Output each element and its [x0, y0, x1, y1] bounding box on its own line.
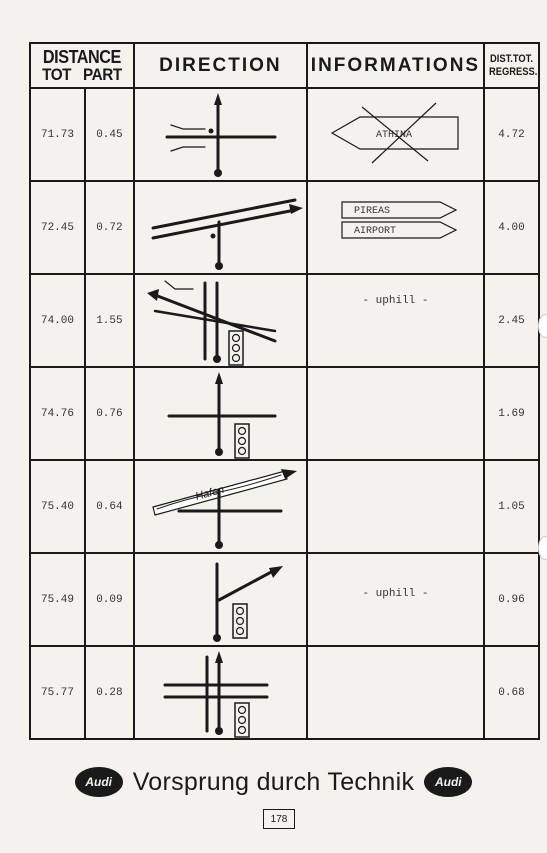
regress-label-2: REGRESS. — [488, 65, 538, 78]
info-cell — [307, 646, 484, 739]
tot-label: TOT — [42, 64, 72, 84]
table-row — [30, 274, 539, 367]
logo-text: Audi — [434, 775, 462, 789]
info-cell — [307, 181, 484, 274]
punch-hole — [538, 536, 547, 560]
footer-banner — [0, 758, 547, 806]
sign-athina-label: ATHINA — [375, 130, 412, 141]
info-cell — [307, 553, 484, 646]
punch-hole — [538, 314, 547, 338]
part-label: PART — [83, 64, 122, 84]
part-cell: 1.55 — [85, 274, 134, 367]
tulip-diagram — [135, 89, 305, 180]
tot-cell: 74.76 — [30, 367, 85, 460]
page-number: 178 — [263, 809, 295, 829]
table-row — [30, 646, 539, 739]
part-cell: 0.09 — [85, 553, 134, 646]
direction-cell — [134, 460, 307, 553]
regress-cell: 4.72 — [484, 88, 539, 181]
regress-cell: 4.00 — [484, 181, 539, 274]
slogan: Vorsprung durch Technik — [132, 767, 415, 796]
regress-header — [484, 43, 539, 88]
regress-cell: 1.69 — [484, 367, 539, 460]
sign-airport-label: AIRPORT — [353, 226, 396, 237]
part-cell: 0.45 — [85, 88, 134, 181]
tulip-diagram — [135, 554, 305, 645]
info-cell — [307, 274, 484, 367]
direction-cell — [134, 553, 307, 646]
info-cell — [307, 367, 484, 460]
regress-cell: 0.68 — [484, 646, 539, 739]
direction-cell — [134, 181, 307, 274]
note-text: - uphill - — [362, 588, 429, 600]
distance-header — [30, 43, 134, 88]
regress-label-1: DIST.TOT. — [490, 52, 533, 65]
direction-cell — [134, 646, 307, 739]
sign-pireas-airport — [308, 182, 482, 273]
tot-cell: 74.00 — [30, 274, 85, 367]
regress-cell: 2.45 — [484, 274, 539, 367]
distance-label: DISTANCE — [42, 46, 121, 67]
direction-header: DIRECTION — [134, 43, 307, 88]
part-cell: 0.72 — [85, 181, 134, 274]
table-row — [30, 553, 539, 646]
sign-athina — [308, 89, 482, 180]
tulip-diagram — [135, 647, 305, 738]
tot-cell: 72.45 — [30, 181, 85, 274]
part-cell: 0.64 — [85, 460, 134, 553]
regress-cell: 0.96 — [484, 553, 539, 646]
sign-pireas-label: PIREAS — [353, 206, 390, 217]
tulip-diagram — [135, 461, 305, 552]
tulip-diagram — [135, 182, 305, 273]
table-row — [30, 88, 539, 181]
info-cell — [307, 88, 484, 181]
regress-cell: 1.05 — [484, 460, 539, 553]
table-row — [30, 460, 539, 553]
table-row — [30, 181, 539, 274]
info-cell — [307, 460, 484, 553]
tot-cell: 71.73 — [30, 88, 85, 181]
note-text: - uphill - — [362, 295, 429, 307]
audi-logo-right — [424, 767, 472, 797]
direction-cell — [134, 367, 307, 460]
part-cell: 0.28 — [85, 646, 134, 739]
informations-header: INFORMATIONS — [307, 43, 484, 88]
tulip-diagram — [135, 368, 305, 459]
hafen-label: Hafen — [194, 483, 226, 503]
tot-cell: 75.77 — [30, 646, 85, 739]
direction-cell — [134, 88, 307, 181]
audi-logo-left — [75, 767, 123, 797]
table-row — [30, 367, 539, 460]
tot-cell: 75.49 — [30, 553, 85, 646]
logo-text: Audi — [85, 775, 113, 789]
tot-cell: 75.40 — [30, 460, 85, 553]
header-row — [30, 43, 539, 88]
roadbook-table — [29, 42, 540, 740]
direction-cell — [134, 274, 307, 367]
tulip-diagram — [135, 275, 305, 366]
part-cell: 0.76 — [85, 367, 134, 460]
